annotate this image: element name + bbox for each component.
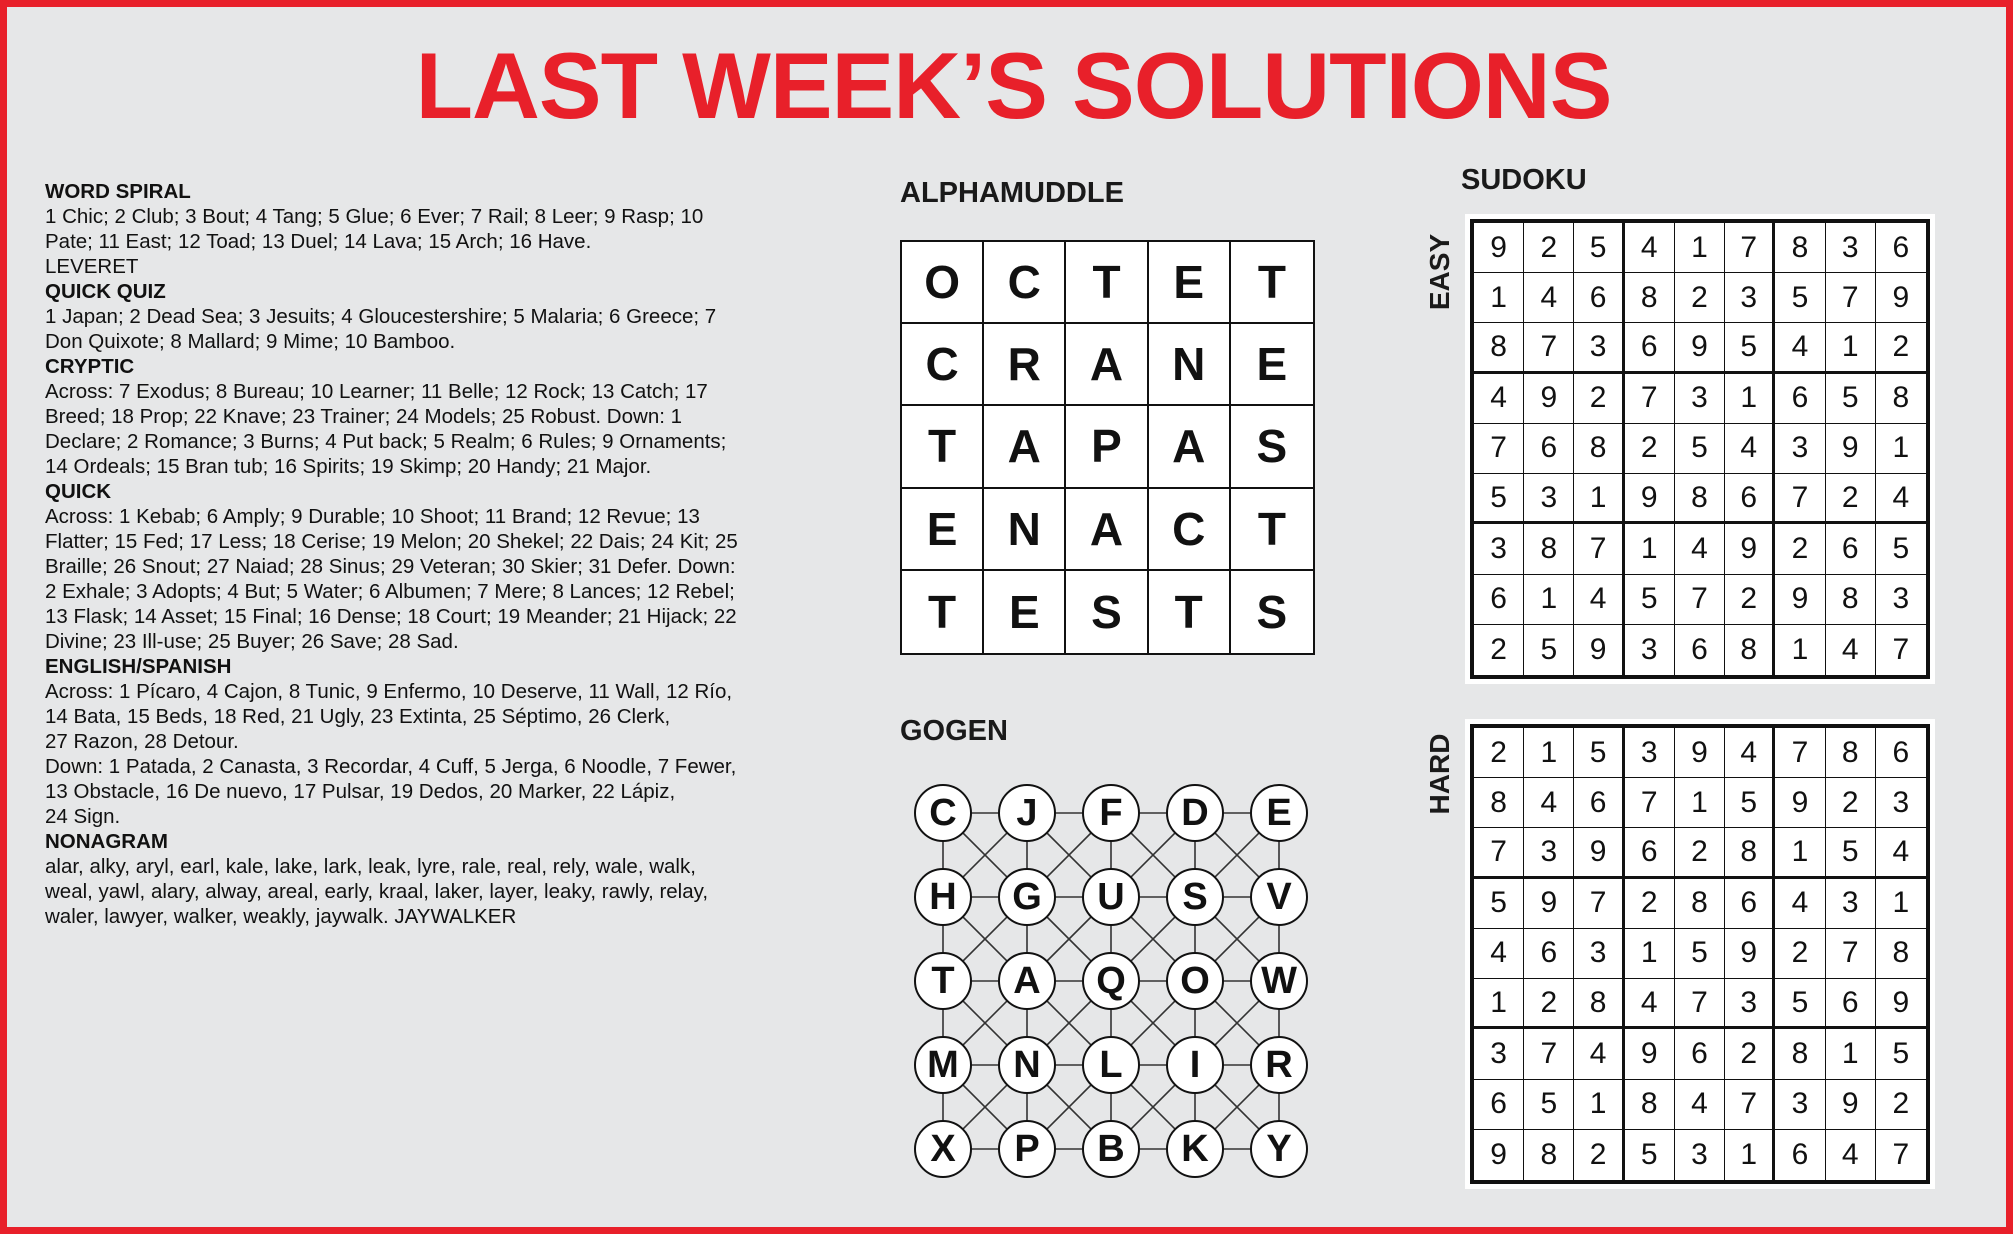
sudoku-easy-cell: 5 (1826, 374, 1876, 424)
answer-section-body: Across: 7 Exodus; 8 Bureau; 10 Learner; 11 Belle; 12 Rock; 13 Catch; 17 Breed; 18 Prop; 22 Knave; 23 Trainer; 24 Models; 25 Robust. Down: 1 Declare; 2 Romance; 3 Burns; 4 Put back; 5 Realm; 6 Rules; 9 Ornaments; 14 Ordeals; 15 Bran tub; 16 Spirits; 19 Skimp; 20 Handy; 21 Major. (45, 380, 727, 478)
sudoku-hard-cell: 8 (1876, 929, 1926, 979)
gogen-board (902, 772, 1312, 1192)
answer-section-body: Across: 1 Pícaro, 4 Cajon, 8 Tunic, 9 Enfermo, 10 Deserve, 11 Wall, 12 Río, 14 Bata, 15 Beds, 18 Red, 21 Ugly, 23 Extinta, 25 Séptimo, 26 Clerk, 27 Razon, 28 Detour. Down: 1 Patada, 2 Canasta, 3 Recordar, 4 Cuff, 5 Jerga, 6 Noodle, 7 Fewer, 13 Obstacle, 16 De nuevo, 17 Pulsar, 19 Dedos, 20 Marker, 22 Lápiz, 24 Sign. (45, 680, 737, 828)
sudoku-easy-grid (1470, 219, 1930, 679)
sudoku-easy-cell: 7 (1574, 524, 1624, 574)
sudoku-easy-cell: 9 (1725, 524, 1775, 574)
sudoku-easy-label: EASY (1424, 233, 1455, 311)
sudoku-hard-cell: 8 (1625, 1080, 1675, 1130)
sudoku-hard-cell: 1 (1775, 828, 1825, 878)
sudoku-easy-cell: 3 (1574, 323, 1624, 373)
sudoku-easy-cell: 4 (1625, 223, 1675, 273)
sudoku-easy-cell: 2 (1725, 575, 1775, 625)
gogen-title: GOGEN (900, 715, 1008, 747)
sudoku-hard-cell: 5 (1574, 728, 1624, 778)
sudoku-hard-cell: 9 (1775, 778, 1825, 828)
sudoku-hard-cell: 4 (1826, 1130, 1876, 1180)
sudoku-hard-cell: 5 (1625, 1130, 1675, 1180)
sudoku-hard-cell: 3 (1574, 929, 1624, 979)
sudoku-easy-cell: 9 (1775, 575, 1825, 625)
sudoku-hard-cell: 3 (1474, 1029, 1524, 1079)
alphamuddle-grid (900, 240, 1315, 655)
sudoku-easy-cell: 2 (1524, 223, 1574, 273)
sudoku-hard-cell: 5 (1826, 828, 1876, 878)
sudoku-hard-cell: 7 (1574, 879, 1624, 929)
alphamuddle-cell: T (1231, 242, 1313, 324)
sudoku-easy-cell: 4 (1826, 625, 1876, 675)
sudoku-easy-cell: 9 (1675, 323, 1725, 373)
sudoku-hard-cell: 8 (1725, 828, 1775, 878)
sudoku-easy-cell: 5 (1876, 524, 1926, 574)
gogen-cell: P (998, 1120, 1056, 1178)
answer-section-body: 1 Japan; 2 Dead Sea; 3 Jesuits; 4 Gloucestershire; 5 Malaria; 6 Greece; 7 Don Quixote; 8 Mallard; 9 Mime; 10 Bamboo. (45, 305, 717, 353)
sudoku-easy-cell: 7 (1826, 273, 1876, 323)
sudoku-easy-cell: 2 (1574, 374, 1624, 424)
sudoku-easy-cell: 1 (1574, 474, 1624, 524)
sudoku-hard-cell: 1 (1524, 728, 1574, 778)
answer-section-heading: ENGLISH/SPANISH (45, 655, 232, 678)
alphamuddle-cell: N (1149, 324, 1231, 406)
sudoku-hard-cell: 4 (1625, 979, 1675, 1029)
sudoku-hard-cell: 9 (1524, 879, 1574, 929)
sudoku-hard-cell: 2 (1574, 1130, 1624, 1180)
sudoku-easy-cell: 6 (1524, 424, 1574, 474)
sudoku-hard-cell: 6 (1524, 929, 1574, 979)
gogen-cell: N (998, 1036, 1056, 1094)
sudoku-easy-cell: 5 (1474, 474, 1524, 524)
sudoku-easy-cell: 7 (1675, 575, 1725, 625)
sudoku-easy-cell: 5 (1625, 575, 1675, 625)
sudoku-hard-cell: 3 (1876, 778, 1926, 828)
sudoku-hard-cell: 4 (1574, 1029, 1624, 1079)
sudoku-hard-cell: 3 (1625, 728, 1675, 778)
sudoku-easy-cell: 6 (1625, 323, 1675, 373)
alphamuddle-cell: C (984, 242, 1066, 324)
sudoku-easy-cell: 2 (1625, 424, 1675, 474)
alphamuddle-cell: P (1066, 406, 1148, 488)
sudoku-easy-cell: 3 (1725, 273, 1775, 323)
sudoku-hard-cell: 7 (1826, 929, 1876, 979)
gogen-cell: X (914, 1120, 972, 1178)
sudoku-hard-cell: 1 (1574, 1080, 1624, 1130)
sudoku-hard-cell: 5 (1524, 1080, 1574, 1130)
alphamuddle-cell: N (984, 489, 1066, 571)
sudoku-hard-cell: 3 (1826, 879, 1876, 929)
sudoku-hard-cell: 8 (1675, 879, 1725, 929)
sudoku-hard-cell: 6 (1826, 979, 1876, 1029)
alphamuddle-cell: T (1066, 242, 1148, 324)
answer-section-english-spanish (45, 654, 805, 829)
sudoku-hard-cell: 3 (1775, 1080, 1825, 1130)
gogen-cell: U (1082, 868, 1140, 926)
sudoku-easy-cell: 3 (1625, 625, 1675, 675)
alphamuddle-cell: S (1231, 406, 1313, 488)
alphamuddle-cell: O (902, 242, 984, 324)
alphamuddle-cell: S (1256, 585, 1288, 638)
sudoku-hard-cell: 7 (1524, 1029, 1574, 1079)
gogen-cell: T (914, 952, 972, 1010)
sudoku-easy-cell: 2 (1675, 273, 1725, 323)
sudoku-easy-cell: 1 (1725, 374, 1775, 424)
sudoku-easy-cell: 1 (1826, 323, 1876, 373)
sudoku-hard-cell: 7 (1474, 828, 1524, 878)
answer-section-quick (45, 479, 805, 654)
sudoku-easy-cell: 8 (1474, 323, 1524, 373)
sudoku-hard-cell: 6 (1725, 879, 1775, 929)
sudoku-hard-cell: 2 (1474, 728, 1524, 778)
sudoku-hard-cell: 9 (1474, 1130, 1524, 1180)
gogen-cell: K (1166, 1120, 1224, 1178)
sudoku-hard-cell: 5 (1725, 778, 1775, 828)
sudoku-hard-cell: 4 (1725, 728, 1775, 778)
sudoku-easy-cell: 9 (1524, 374, 1574, 424)
sudoku-hard-cell: 3 (1524, 828, 1574, 878)
answer-section-word-spiral (45, 179, 805, 279)
sudoku-easy-cell: 8 (1625, 273, 1675, 323)
sudoku-hard-cell: 6 (1775, 1130, 1825, 1180)
alphamuddle-cell: T (902, 571, 984, 653)
sudoku-easy-cell: 3 (1474, 524, 1524, 574)
sudoku-easy-cell: 3 (1524, 474, 1574, 524)
sudoku-easy-cell: 4 (1675, 524, 1725, 574)
gogen-cell: M (914, 1036, 972, 1094)
sudoku-easy-cell: 6 (1474, 575, 1524, 625)
sudoku-hard (1465, 719, 1935, 1189)
gogen-cell: L (1082, 1036, 1140, 1094)
sudoku-easy-cell: 5 (1524, 625, 1574, 675)
answer-section-quick-quiz (45, 279, 805, 354)
sudoku-easy-cell: 2 (1775, 524, 1825, 574)
gogen-cell: V (1250, 868, 1308, 926)
sudoku-hard-cell: 9 (1876, 979, 1926, 1029)
sudoku-easy-cell: 9 (1625, 474, 1675, 524)
sudoku-hard-cell: 6 (1625, 828, 1675, 878)
sudoku-easy-cell: 3 (1675, 374, 1725, 424)
sudoku-hard-cell: 2 (1725, 1029, 1775, 1079)
gogen-cell: C (914, 784, 972, 842)
answer-section-heading: WORD SPIRAL (45, 180, 191, 203)
sudoku-easy-cell: 1 (1625, 524, 1675, 574)
gogen-cell: I (1166, 1036, 1224, 1094)
sudoku-hard-cell: 4 (1876, 828, 1926, 878)
sudoku-easy-cell: 5 (1574, 223, 1624, 273)
sudoku-easy-cell: 9 (1474, 223, 1524, 273)
sudoku-hard-cell: 1 (1675, 778, 1725, 828)
gogen-cell: J (998, 784, 1056, 842)
sudoku-easy-cell: 1 (1524, 575, 1574, 625)
sudoku-easy-cell: 4 (1725, 424, 1775, 474)
alphamuddle-cell: T (902, 406, 984, 488)
gogen-cell: F (1082, 784, 1140, 842)
alphamuddle-title: ALPHAMUDDLE (900, 177, 1124, 209)
gogen-cell: E (1250, 784, 1308, 842)
sudoku-easy-cell: 1 (1474, 273, 1524, 323)
sudoku-easy-cell: 8 (1574, 424, 1624, 474)
answer-section-body: Across: 1 Kebab; 6 Amply; 9 Durable; 10 Shoot; 11 Brand; 12 Revue; 13 Flatter; 15 Fed; 17 Less; 18 Cerise; 19 Melon; 20 Shekel; 22 Dais; 24 Kit; 25 Braille; 26 Snout; 27 Naiad; 28 Sinus; 29 Veteran; 30 Skier; 31 Defer. Down: 2 Exhale; 3 Adopts; 4 But; 5 Water; 6 Albumen; 7 Mere; 8 Lances; 12 Rebel; 13 Flask; 14 Asset; 15 Final; 16 Dense; 18 Court; 19 Meander; 21 Hijack; 22 Divine; 23 Ill-use; 25 Buyer; 26 Save; 28 Sad. (45, 505, 738, 653)
sudoku-hard-cell: 7 (1725, 1080, 1775, 1130)
sudoku-easy-cell: 2 (1474, 625, 1524, 675)
gogen-cell: Y (1250, 1120, 1308, 1178)
sudoku-hard-cell: 3 (1725, 979, 1775, 1029)
sudoku-easy-cell: 3 (1876, 575, 1926, 625)
sudoku-hard-cell: 6 (1675, 1029, 1725, 1079)
sudoku-hard-cell: 1 (1876, 879, 1926, 929)
answer-section-cryptic (45, 354, 805, 479)
answer-section-heading: NONAGRAM (45, 830, 168, 853)
sudoku-easy-cell: 2 (1826, 474, 1876, 524)
sudoku-hard-cell: 8 (1826, 728, 1876, 778)
sudoku-easy-cell: 3 (1826, 223, 1876, 273)
sudoku-hard-cell: 9 (1725, 929, 1775, 979)
sudoku-easy-cell: 8 (1775, 223, 1825, 273)
alphamuddle-cell: A (1066, 324, 1148, 406)
sudoku-easy-cell: 7 (1775, 474, 1825, 524)
sudoku-hard-cell: 9 (1625, 1029, 1675, 1079)
sudoku-hard-label: HARD (1424, 733, 1455, 815)
alphamuddle-cell: R (984, 324, 1066, 406)
sudoku-easy-cell: 6 (1725, 474, 1775, 524)
sudoku-easy-cell: 1 (1876, 424, 1926, 474)
alphamuddle-cell: E (1231, 324, 1313, 406)
sudoku-easy-cell: 7 (1892, 632, 1910, 666)
page-title: LAST WEEK’S SOLUTIONS (415, 33, 1612, 138)
gogen-cell: D (1166, 784, 1224, 842)
sudoku-easy-cell: 5 (1675, 424, 1725, 474)
sudoku-easy-cell: 6 (1775, 374, 1825, 424)
sudoku-easy-cell: 8 (1876, 374, 1926, 424)
alphamuddle-cell: E (1149, 242, 1231, 324)
sudoku-hard-cell: 1 (1725, 1130, 1775, 1180)
sudoku-hard-cell: 9 (1675, 728, 1725, 778)
gogen-cell: A (998, 952, 1056, 1010)
sudoku-hard-cell: 2 (1826, 778, 1876, 828)
gogen-cell: S (1166, 868, 1224, 926)
alphamuddle-cell: E (984, 571, 1066, 653)
alphamuddle-cell: C (902, 324, 984, 406)
answer-section-body: 1 Chic; 2 Club; 3 Bout; 4 Tang; 5 Glue; 6 Ever; 7 Rail; 8 Leer; 9 Rasp; 10 Pate; 11 East; 12 Toad; 13 Duel; 14 Lava; 15 Arch; 16 Have. LEVERET (45, 205, 704, 278)
sudoku-easy-cell: 4 (1574, 575, 1624, 625)
sudoku-hard-cell: 2 (1625, 879, 1675, 929)
sudoku-hard-cell: 7 (1625, 778, 1675, 828)
gogen-cell: H (914, 868, 972, 926)
gogen-cell: W (1250, 952, 1308, 1010)
alphamuddle-cell: E (902, 489, 984, 571)
sudoku-easy-cell: 3 (1775, 424, 1825, 474)
alphamuddle-cell: C (1149, 489, 1231, 571)
sudoku-easy-cell: 5 (1775, 273, 1825, 323)
alphamuddle-cell: A (1149, 406, 1231, 488)
answer-section-body: alar, alky, aryl, earl, kale, lake, lark, leak, lyre, rale, real, rely, wale, walk, weal, yawl, alary, alway, areal, early, kraal, laker, layer, leaky, rawly, relay, waler, lawyer, walker, weakly, jaywalk. JAYWALKER (45, 855, 709, 928)
sudoku-easy-cell: 6 (1675, 625, 1725, 675)
sudoku-easy-cell: 6 (1876, 223, 1926, 273)
sudoku-hard-cell: 1 (1625, 929, 1675, 979)
sudoku-hard-cell: 8 (1775, 1029, 1825, 1079)
alphamuddle-cell: T (1231, 489, 1313, 571)
sudoku-hard-cell: 8 (1574, 979, 1624, 1029)
sudoku-hard-cell: 5 (1775, 979, 1825, 1029)
answers-column (45, 179, 805, 929)
sudoku-easy-cell: 7 (1474, 424, 1524, 474)
sudoku-easy-cell: 8 (1725, 625, 1775, 675)
sudoku-hard-cell: 5 (1876, 1029, 1926, 1079)
sudoku-hard-cell: 6 (1876, 728, 1926, 778)
sudoku-hard-cell: 4 (1474, 929, 1524, 979)
sudoku-hard-cell: 1 (1826, 1029, 1876, 1079)
sudoku-easy-cell: 7 (1524, 323, 1574, 373)
sudoku-hard-cell: 6 (1574, 778, 1624, 828)
gogen-cell: B (1082, 1120, 1140, 1178)
alphamuddle-cell: A (984, 406, 1066, 488)
sudoku-easy-cell: 7 (1725, 223, 1775, 273)
sudoku-hard-cell: 4 (1675, 1080, 1725, 1130)
sudoku-easy-cell: 9 (1826, 424, 1876, 474)
sudoku-hard-cell: 2 (1775, 929, 1825, 979)
gogen-cell: R (1250, 1036, 1308, 1094)
sudoku-hard-cell: 2 (1524, 979, 1574, 1029)
answer-section-heading: CRYPTIC (45, 355, 135, 378)
sudoku-easy-cell: 4 (1775, 323, 1825, 373)
gogen-cell: Q (1082, 952, 1140, 1010)
sudoku-easy-cell: 4 (1474, 374, 1524, 424)
sudoku-hard-cell: 8 (1524, 1130, 1574, 1180)
sudoku-easy (1465, 214, 1935, 684)
sudoku-easy-cell: 1 (1775, 625, 1825, 675)
sudoku-easy-cell: 1 (1675, 223, 1725, 273)
sudoku-hard-cell: 8 (1474, 778, 1524, 828)
sudoku-easy-cell: 8 (1524, 524, 1574, 574)
sudoku-hard-cell: 3 (1675, 1130, 1725, 1180)
sudoku-easy-cell: 4 (1876, 474, 1926, 524)
alphamuddle-cell: S (1066, 571, 1148, 653)
sudoku-easy-cell: 8 (1826, 575, 1876, 625)
sudoku-hard-cell: 9 (1574, 828, 1624, 878)
sudoku-title: SUDOKU (1461, 164, 1587, 196)
sudoku-easy-cell: 8 (1675, 474, 1725, 524)
sudoku-hard-cell: 2 (1876, 1080, 1926, 1130)
alphamuddle-cell: T (1149, 571, 1231, 653)
sudoku-easy-cell: 9 (1574, 625, 1624, 675)
sudoku-easy-cell: 7 (1625, 374, 1675, 424)
sudoku-easy-cell: 2 (1876, 323, 1926, 373)
sudoku-easy-cell: 9 (1876, 273, 1926, 323)
sudoku-hard-cell: 7 (1775, 728, 1825, 778)
sudoku-hard-cell: 2 (1675, 828, 1725, 878)
sudoku-easy-cell: 6 (1826, 524, 1876, 574)
gogen-cell: O (1166, 952, 1224, 1010)
sudoku-hard-cell: 4 (1775, 879, 1825, 929)
answer-section-heading: QUICK QUIZ (45, 280, 166, 303)
answer-section-heading: QUICK (45, 480, 112, 503)
sudoku-hard-cell: 7 (1675, 979, 1725, 1029)
sudoku-easy-cell: 5 (1725, 323, 1775, 373)
alphamuddle-cell: A (1066, 489, 1148, 571)
sudoku-hard-cell: 1 (1474, 979, 1524, 1029)
sudoku-hard-cell: 9 (1826, 1080, 1876, 1130)
sudoku-easy-cell: 6 (1574, 273, 1624, 323)
sudoku-hard-cell: 7 (1892, 1137, 1910, 1171)
sudoku-hard-cell: 4 (1524, 778, 1574, 828)
gogen-cell: G (998, 868, 1056, 926)
sudoku-hard-cell: 5 (1474, 879, 1524, 929)
answer-section-nonagram (45, 829, 805, 929)
sudoku-hard-cell: 6 (1474, 1080, 1524, 1130)
sudoku-hard-grid (1470, 724, 1930, 1184)
sudoku-hard-cell: 5 (1675, 929, 1725, 979)
sudoku-easy-cell: 4 (1524, 273, 1574, 323)
